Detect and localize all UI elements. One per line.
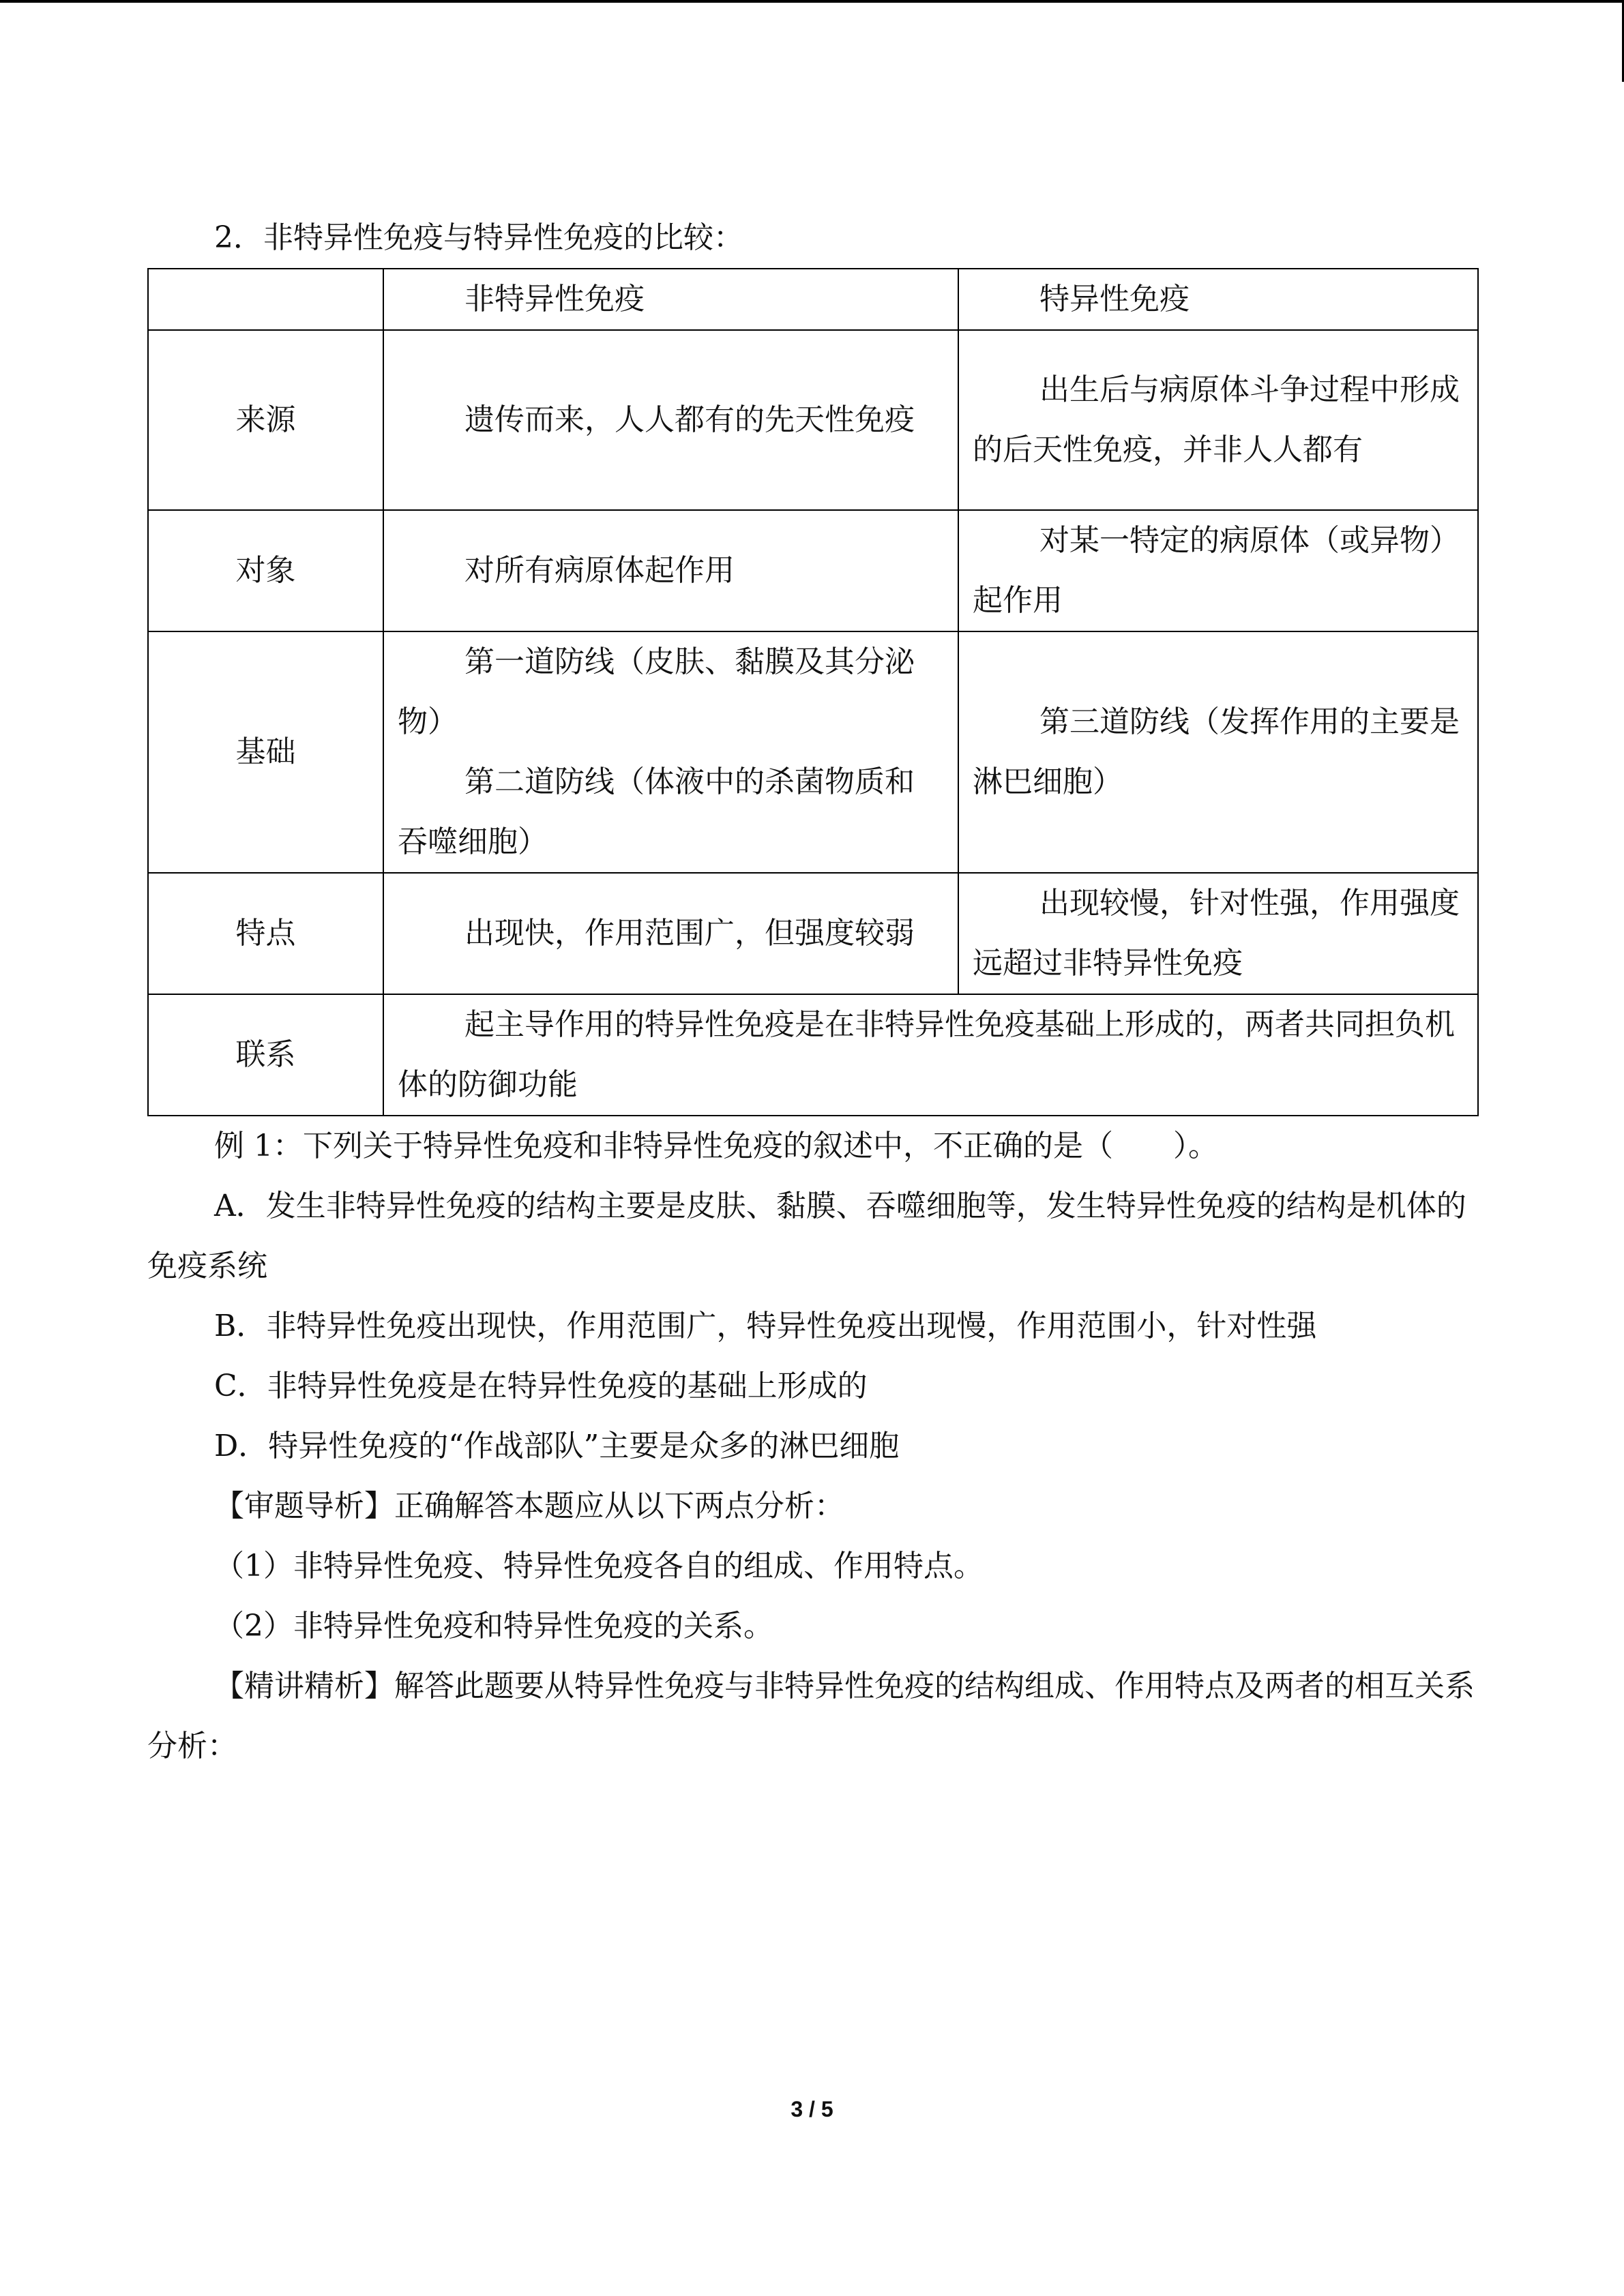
page-top-border bbox=[0, 0, 1624, 3]
cell-source-nonspecific bbox=[383, 330, 958, 510]
row-label-source: 来源 bbox=[148, 330, 383, 510]
cell-text-first-line-defense: 第一道防线（皮肤、黏膜及其分泌物） bbox=[398, 644, 915, 739]
analysis-text: 【精讲精析】解答此题要从特异性免疫与非特异性免疫的结构组成、作用特点及两者的相互关系分析： bbox=[147, 1669, 1475, 1763]
cell-basis-nonspecific bbox=[383, 631, 958, 873]
cell-relation bbox=[383, 994, 1478, 1116]
cell-target-nonspecific bbox=[383, 510, 958, 631]
table-row-basis bbox=[148, 631, 1478, 873]
row-label-relation: 联系 bbox=[148, 994, 383, 1116]
cell-text: 出现快，作用范围广，但强度较弱 bbox=[464, 916, 915, 951]
cell-features-nonspecific bbox=[383, 873, 958, 994]
cell-features-specific bbox=[958, 873, 1478, 994]
cell-basis-specific bbox=[958, 631, 1478, 873]
section-heading: 2．非特异性免疫与特异性免疫的比较： bbox=[214, 220, 743, 255]
page-number: 3 / 5 bbox=[791, 2097, 833, 2121]
header-nonspecific bbox=[383, 269, 958, 330]
header-specific bbox=[958, 269, 1478, 330]
row-label-basis: 基础 bbox=[148, 631, 383, 873]
header-nonspecific-label: 非特异性免疫 bbox=[464, 282, 645, 316]
row-label-target: 对象 bbox=[148, 510, 383, 631]
comparison-table bbox=[147, 268, 1479, 1116]
table-row-relation bbox=[148, 994, 1478, 1116]
cell-target-specific bbox=[958, 510, 1478, 631]
table-row-target bbox=[148, 510, 1478, 631]
header-specific-label: 特异性免疫 bbox=[1039, 282, 1190, 316]
cell-text: 第三道防线（发挥作用的主要是淋巴细胞） bbox=[973, 704, 1460, 799]
cell-text: 对某一特定的病原体（或异物）起作用 bbox=[973, 523, 1460, 618]
option-d: D．特异性免疫的“作战部队”主要是众多的淋巴细胞 bbox=[214, 1429, 900, 1463]
guide-point-2: （2）非特异性免疫和特异性免疫的关系。 bbox=[214, 1609, 773, 1643]
table-row-features bbox=[148, 873, 1478, 994]
option-c: C．非特异性免疫是在特异性免疫的基础上形成的 bbox=[214, 1369, 868, 1403]
guide-intro: 【审题导析】正确解答本题应从以下两点分析： bbox=[214, 1489, 844, 1523]
option-a: A．发生非特异性免疫的结构主要是皮肤、黏膜、吞噬细胞等，发生特异性免疫的结构是机体的免疫系统 bbox=[147, 1189, 1466, 1283]
table-header-row bbox=[148, 269, 1478, 330]
cell-text: 出现较慢，针对性强，作用强度远超过非特异性免疫 bbox=[973, 886, 1460, 981]
cell-text: 出生后与病原体斗争过程中形成的后天性免疫，并非人人都有 bbox=[973, 372, 1460, 467]
cell-text: 对所有病原体起作用 bbox=[464, 553, 735, 588]
cell-text: 遗传而来，人人都有的先天性免疫 bbox=[464, 402, 915, 437]
option-b: B．非特异性免疫出现快，作用范围广，特异性免疫出现慢，作用范围小，针对性强 bbox=[214, 1309, 1317, 1343]
header-empty-cell bbox=[148, 269, 383, 330]
cell-text: 起主导作用的特异性免疫是在非特异性免疫基础上形成的，两者共同担负机体的防御功能 bbox=[398, 1007, 1455, 1102]
cell-text-second-line-defense: 第二道防线（体液中的杀菌物质和吞噬细胞） bbox=[398, 764, 915, 859]
guide-point-1: （1）非特异性免疫、特异性免疫各自的组成、作用特点。 bbox=[214, 1549, 984, 1583]
cell-source-specific bbox=[958, 330, 1478, 510]
comparison-table-wrap bbox=[147, 268, 1477, 1116]
document-body bbox=[147, 208, 1477, 1776]
table-row-source bbox=[148, 330, 1478, 510]
example-question: 例 1：下列关于特异性免疫和非特异性免疫的叙述中，不正确的是（ ）。 bbox=[214, 1129, 1218, 1163]
row-label-features: 特点 bbox=[148, 873, 383, 994]
